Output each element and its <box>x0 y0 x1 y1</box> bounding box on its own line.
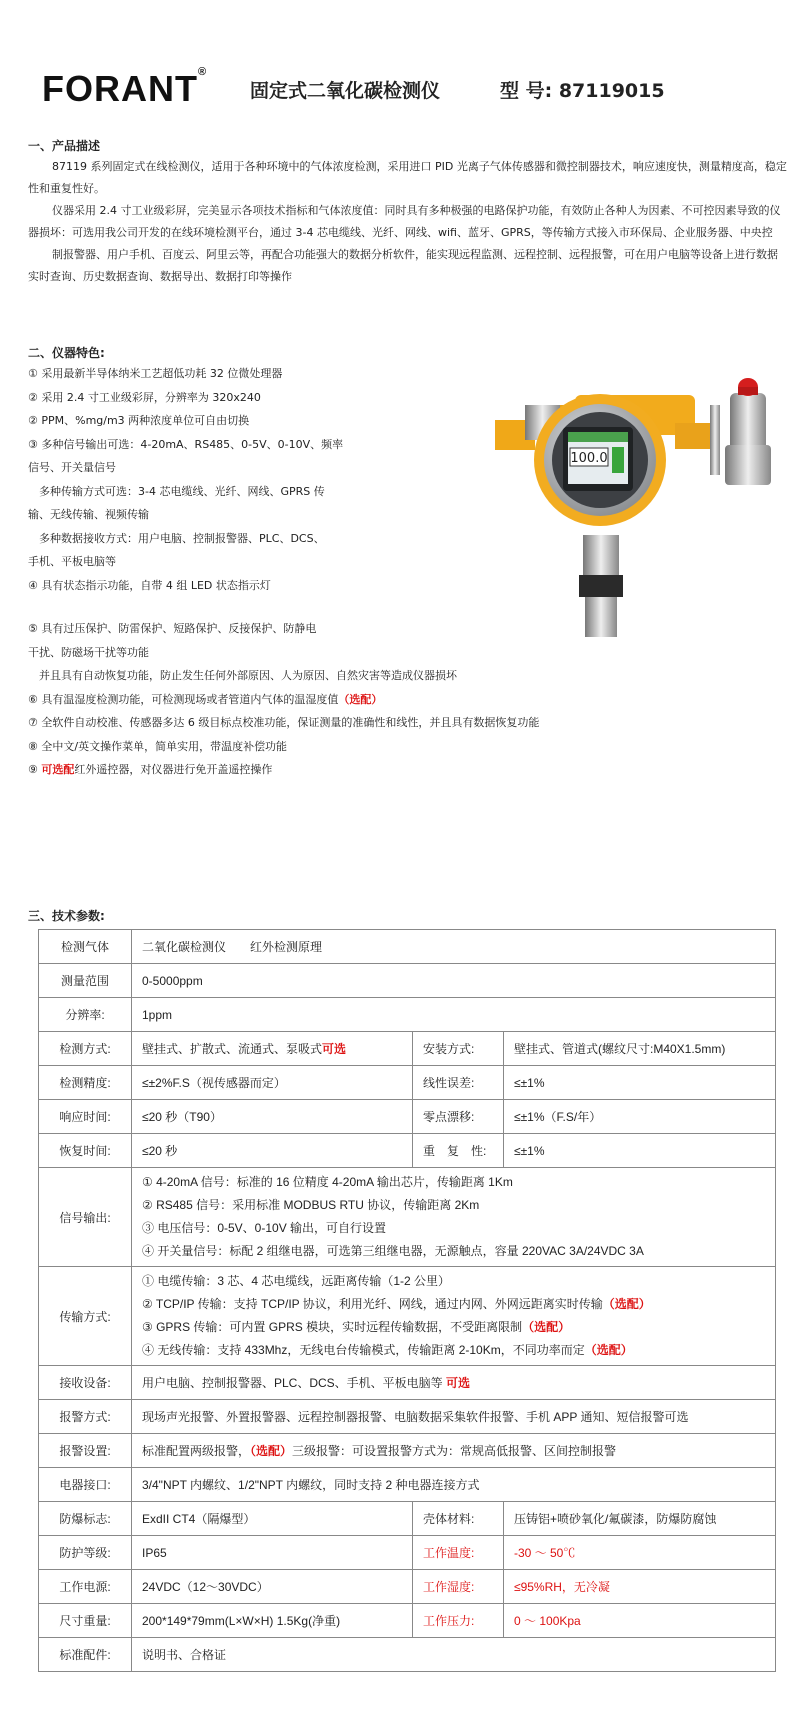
table-row <box>39 1100 776 1134</box>
section-heading-features: 二、仪器特色: <box>28 346 105 360</box>
feature-line: ③ 多种信号输出可选：4-20mA、RS485、0-5V、0-10V、频率 <box>28 437 344 451</box>
spec-key: 安装方式: <box>413 1032 504 1066</box>
optional-tag: 可选 <box>322 1042 347 1056</box>
feature-line: ② PPM、%mg/m3 两种浓度单位可自由切换 <box>28 414 250 427</box>
device-image <box>395 365 795 645</box>
spec-value <box>132 1168 776 1267</box>
optional-tag: （选配） <box>522 1320 571 1334</box>
spec-value: -30 ～ 50℃ <box>504 1536 776 1570</box>
model-number: 型 号: 87119015 <box>500 80 665 102</box>
section-heading-description: 一、产品描述 <box>28 139 101 153</box>
spec-key: 工作温度: <box>413 1536 504 1570</box>
spec-value: 壁挂式、扩散式、流通式、泵吸式可选 <box>132 1032 413 1066</box>
table-row <box>39 1032 776 1066</box>
spec-key: 信号输出: <box>39 1168 132 1267</box>
table-row <box>39 1366 776 1400</box>
spec-value: 压铸铝+喷砂氧化/氟碳漆，防爆防腐蚀 <box>504 1502 776 1536</box>
spec-value: 24VDC（12～30VDC） <box>132 1570 413 1604</box>
spec-value: 3/4"NPT 内螺纹、1/2"NPT 内螺纹，同时支持 2 种电器连接方式 <box>132 1468 776 1502</box>
spec-key: 防护等级: <box>39 1536 132 1570</box>
description-text <box>28 156 788 288</box>
feature-line: 信号、开关量信号 <box>28 461 116 474</box>
optional-tag: （选配） <box>338 692 383 706</box>
feature-line: 输、无线传输、视频传输 <box>28 508 149 521</box>
table-row <box>39 1400 776 1434</box>
spec-value: 标准配置两级报警，（选配）三级报警：可设置报警方式为：常规高低报警、区间控制报警 <box>132 1434 776 1468</box>
feature-line: ⑦ 全软件自动校准、传感器多达 6 级目标点校准功能，保证测量的准确性和线性，并且具有数据恢复功能 <box>28 716 540 729</box>
spec-key: 检测方式: <box>39 1032 132 1066</box>
feature-line: ⑧ 全中文/英文操作菜单，简单实用，带温度补偿功能 <box>28 739 288 753</box>
spec-key: 分辨率: <box>39 998 132 1032</box>
signal-line: ③ 电压信号：0-5V、0-10V 输出，可自行设置 <box>142 1221 387 1235</box>
transmission-line: ③ GPRS 传输：可内置 GPRS 模块，实时远程传输数据，不受距离限制（选配） <box>142 1320 571 1334</box>
feature-line: 手机、平板电脑等 <box>28 555 116 568</box>
table-row <box>39 1468 776 1502</box>
optional-tag: 可选配 <box>41 763 75 776</box>
spec-value: 1ppm <box>132 998 776 1032</box>
spec-key: 测量范围 <box>39 964 132 998</box>
spec-key: 报警设置: <box>39 1434 132 1468</box>
feature-line: 多种传输方式可选：3-4 芯电缆线、光纤、网线、GPRS 传 <box>28 484 325 498</box>
transmission-line: ② TCP/IP 传输：支持 TCP/IP 协议，利用光纤、网线，通过内网、外网远距离实时传输（选配） <box>142 1297 651 1311</box>
spec-value: ≤±1% <box>504 1066 776 1100</box>
spec-key: 传输方式: <box>39 1267 132 1366</box>
spec-key: 壳体材料: <box>413 1502 504 1536</box>
spec-value <box>132 1267 776 1366</box>
spec-value: 用户电脑、控制报警器、PLC、DCS、手机、平板电脑等 可选 <box>132 1366 776 1400</box>
table-row <box>39 930 776 964</box>
table-row <box>39 1536 776 1570</box>
spec-value: ≤±1% <box>504 1134 776 1168</box>
spec-table <box>38 929 776 1672</box>
spec-value: ≤95%RH，无冷凝 <box>504 1570 776 1604</box>
signal-line: ④ 开关量信号：标配 2 组继电器，可选第三组继电器，无源触点，容量 220VAC 3A/24VDC 3A <box>142 1244 644 1258</box>
feature-line: ⑨ 可选配红外遥控器，对仪器进行免开盖遥控操作 <box>28 763 273 776</box>
table-row <box>39 1604 776 1638</box>
table-row <box>39 1134 776 1168</box>
spec-value: IP65 <box>132 1536 413 1570</box>
spec-value: ≤±2%F.S（视传感器而定） <box>132 1066 413 1100</box>
feature-line: ④ 具有状态指示功能，自带 4 组 LED 状态指示灯 <box>28 578 271 592</box>
spec-value: 说明书、合格证 <box>132 1638 776 1672</box>
spec-key: 工作湿度: <box>413 1570 504 1604</box>
spec-key: 线性误差: <box>413 1066 504 1100</box>
spec-value: ExdII CT4（隔爆型） <box>132 1502 413 1536</box>
spec-key: 零点漂移: <box>413 1100 504 1134</box>
optional-tag: 可选 <box>446 1376 471 1390</box>
signal-line: ① 4-20mA 信号：标准的 16 位精度 4-20mA 输出芯片，传输距离 1Km <box>142 1175 513 1189</box>
table-row <box>39 1168 776 1267</box>
spec-key: 重 复 性: <box>413 1134 504 1168</box>
spec-value: ≤20 秒（T90） <box>132 1100 413 1134</box>
feature-line: ① 采用最新半导体纳米工艺超低功耗 32 位微处理器 <box>28 367 283 380</box>
optional-tag: （选配） <box>602 1297 651 1311</box>
spec-key: 报警方式: <box>39 1400 132 1434</box>
table-row <box>39 1267 776 1366</box>
feature-line: ⑤ 具有过压保护、防雷保护、短路保护、反接保护、防静电 <box>28 622 317 635</box>
description-paragraph: 制报警器、用户手机、百度云、阿里云等，再配合功能强大的数据分析软件，能实现远程监测、远程控制、远程报警，可在用户电脑等设备上进行数据实时查询、历史数据查询、数据导出、数据打印等操作 <box>28 248 778 283</box>
spec-key: 电器接口: <box>39 1468 132 1502</box>
table-row <box>39 1502 776 1536</box>
spec-value: 0-5000ppm <box>132 964 776 998</box>
header <box>0 60 800 120</box>
transmission-line: ① 电缆传输：3 芯、4 芯电缆线，远距离传输（1-2 公里） <box>142 1274 451 1288</box>
spec-key: 防爆标志: <box>39 1502 132 1536</box>
table-row <box>39 998 776 1032</box>
feature-line: ⑥ 具有温湿度检测功能，可检测现场或者管道内气体的温湿度值（选配） <box>28 692 383 706</box>
spec-key: 响应时间: <box>39 1100 132 1134</box>
svg-text:100.0: 100.0 <box>570 451 608 466</box>
feature-line: 并且具有自动恢复功能，防止发生任何外部原因、人为原因、自然灾害等造成仪器损坏 <box>28 669 457 682</box>
table-row <box>39 1638 776 1672</box>
spec-key: 工作压力: <box>413 1604 504 1638</box>
table-row <box>39 1434 776 1468</box>
spec-key: 检测气体 <box>39 930 132 964</box>
spec-value: 200*149*79mm(L×W×H) 1.5Kg(净重) <box>132 1604 413 1638</box>
brand-logo: FORANT® <box>42 66 208 109</box>
optional-tag: （选配） <box>584 1343 633 1357</box>
transmission-line: ④ 无线传输：支持 433Mhz，无线电台传输模式，传输距离 2-10Km，不同功率而定（选配） <box>142 1343 633 1357</box>
spec-key: 尺寸重量: <box>39 1604 132 1638</box>
table-row <box>39 964 776 998</box>
spec-value: 壁挂式、管道式(螺纹尺寸:M40X1.5mm) <box>504 1032 776 1066</box>
spec-value: 二氧化碳检测仪 红外检测原理 <box>132 930 776 964</box>
spec-value: 现场声光报警、外置报警器、远程控制器报警、电脑数据采集软件报警、手机 APP 通知、短信报警可选 <box>132 1400 776 1434</box>
description-paragraph: 仪器采用 2.4 寸工业级彩屏，完美显示各项技术指标和气体浓度值：同时具有多种极强的电路保护功能，有效防止各种人为因素、不可控因素导致的仪器损坏：可选用我公司开发的在线环境检测平台，通过 3-4 芯电缆线、光纤、网线、wifi、蓝牙、GPRS，等传输方式接入市环保局、企业服务器、中央控 <box>28 204 781 239</box>
signal-line: ② RS485 信号：采用标准 MODBUS RTU 协议，传输距离 2Km <box>142 1198 480 1212</box>
description-paragraph: 87119 系列固定式在线检测仪，适用于各种环境中的气体浓度检测，采用进口 PID 光离子气体传感器和微控制器技术，响应速度快，测量精度高，稳定性和重复性好。 <box>28 160 787 195</box>
table-row <box>39 1570 776 1604</box>
optional-tag: （选配） <box>250 1444 293 1458</box>
spec-key: 工作电源: <box>39 1570 132 1604</box>
table-row <box>39 1066 776 1100</box>
feature-line: 干扰、防磁场干扰等功能 <box>28 645 149 659</box>
feature-line: ② 采用 2.4 寸工业级彩屏，分辨率为 320x240 <box>28 390 261 404</box>
spec-key: 检测精度: <box>39 1066 132 1100</box>
spec-key: 恢复时间: <box>39 1134 132 1168</box>
spec-value: ≤±1%（F.S/年） <box>504 1100 776 1134</box>
features-list <box>28 362 343 597</box>
spec-value: 0 ～ 100Kpa <box>504 1604 776 1638</box>
spec-key: 接收设备: <box>39 1366 132 1400</box>
spec-key: 标准配件: <box>39 1638 132 1672</box>
product-title: 固定式二氧化碳检测仪 <box>250 80 441 102</box>
feature-line: 多种数据接收方式：用户电脑、控制报警器、PLC、DCS、 <box>28 531 325 545</box>
spec-value: ≤20 秒 <box>132 1134 413 1168</box>
section-heading-specs: 三、技术参数: <box>28 909 105 923</box>
